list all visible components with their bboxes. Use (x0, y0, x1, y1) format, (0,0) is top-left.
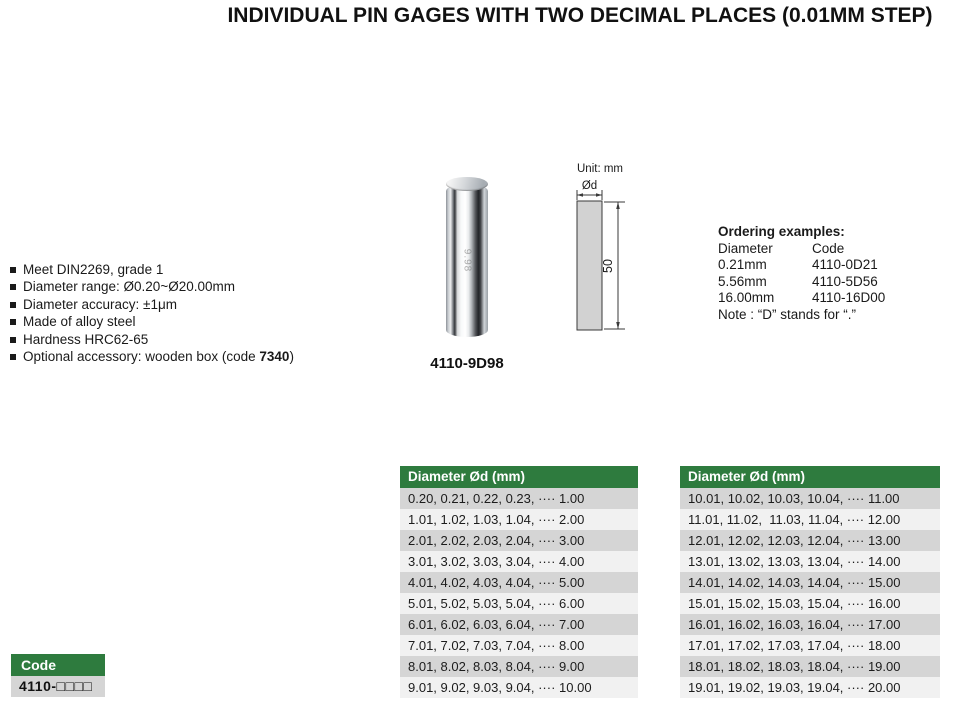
code-pattern: 4110-□□□□ (11, 676, 105, 697)
table-row: 19.01, 19.02, 19.03, 19.04, ···· 20.00 (680, 677, 940, 698)
table-row: 1.01, 1.02, 1.03, 1.04, ···· 2.00 (400, 509, 638, 530)
table-row: 2.01, 2.02, 2.03, 2.04, ···· 3.00 (400, 530, 638, 551)
feature-item-optional-accessory (10, 348, 294, 365)
ordering-examples (718, 224, 885, 324)
ordering-title: Ordering examples: (718, 224, 845, 239)
table-row: 6.01, 6.02, 6.03, 6.04, ···· 7.00 (400, 614, 638, 635)
feature-text: Meet DIN2269, grade 1 (23, 262, 164, 277)
feature-item (10, 278, 294, 295)
table-row: 14.01, 14.02, 14.03, 14.04, ···· 15.00 (680, 572, 940, 593)
feature-item (10, 313, 294, 330)
feature-text: Optional accessory: wooden box (code (23, 349, 260, 365)
code-table-header: Code (11, 654, 105, 676)
diameter-dim-label: Ød (581, 180, 598, 192)
feature-text: Hardness HRC62-65 (23, 331, 149, 347)
bullet-square-icon (10, 284, 16, 290)
table-row: 15.01, 15.02, 15.03, 15.04, ···· 16.00 (680, 593, 940, 614)
ordering-col-diameter: Diameter (718, 240, 773, 256)
feature-text: Diameter range: Ø0.20~Ø20.00mm (23, 279, 235, 295)
table-row: 9.01, 9.02, 9.03, 9.04, ···· 10.00 (400, 677, 638, 698)
table-row: 11.01, 11.02, 11.03, 11.04, ···· 12.00 (680, 509, 940, 530)
ordering-code: 4110-5D56 (812, 273, 878, 289)
feature-item (10, 261, 294, 278)
pin-top-face (446, 177, 488, 191)
feature-item (10, 296, 294, 313)
table-row: 17.01, 17.02, 17.03, 17.04, ···· 18.00 (680, 635, 940, 656)
table-row: 18.01, 18.02, 18.03, 18.04, ···· 19.00 (680, 656, 940, 677)
table-row: 7.01, 7.02, 7.03, 7.04, ···· 8.00 (400, 635, 638, 656)
dimension-drawing (565, 158, 640, 338)
unit-label: Unit: mm (577, 163, 623, 175)
feature-item (10, 331, 294, 348)
ordering-diameter: 5.56mm (718, 273, 767, 289)
length-dim-label: 50 (601, 259, 615, 273)
arrow-left-icon (577, 193, 583, 197)
arrow-up-icon (616, 202, 620, 209)
ordering-row (718, 257, 885, 274)
table-row: 8.01, 8.02, 8.03, 8.04, ···· 9.00 (400, 656, 638, 677)
ordering-diameter: 0.21mm (718, 257, 767, 273)
table-row: 12.01, 12.02, 12.03, 12.04, ···· 13.00 (680, 530, 940, 551)
pin-gage-photo (446, 177, 488, 337)
ordering-note: Note : “D” stands for “.” (718, 306, 857, 322)
accessory-code: 7340 (259, 349, 290, 365)
page-title: INDIVIDUAL PIN GAGES WITH TWO DECIMAL PLACES (0.01MM STEP) (227, 4, 933, 27)
table-header: Diameter Ød (mm) (680, 466, 940, 488)
diameter-table-right (680, 466, 940, 698)
feature-text: Diameter accuracy: ±1μm (23, 296, 177, 312)
ordering-row (718, 274, 885, 291)
pin-drawing-rect (577, 201, 602, 330)
feature-list (10, 261, 294, 365)
arrow-down-icon (616, 322, 620, 329)
table-row: 4.01, 4.02, 4.03, 4.04, ···· 5.00 (400, 572, 638, 593)
bullet-square-icon (10, 302, 16, 308)
pin-engraved-size: 9.98 (461, 248, 473, 273)
bullet-square-icon (10, 354, 16, 360)
ordering-col-code: Code (812, 240, 845, 256)
feature-text: ) (289, 349, 294, 365)
table-row: 3.01, 3.02, 3.03, 3.04, ···· 4.00 (400, 551, 638, 572)
table-row: 10.01, 10.02, 10.03, 10.04, ···· 11.00 (680, 488, 940, 509)
table-row: 13.01, 13.02, 13.03, 13.04, ···· 14.00 (680, 551, 940, 572)
ordering-row (718, 290, 885, 307)
table-header: Diameter Ød (mm) (400, 466, 638, 488)
ordering-header-row (718, 241, 885, 258)
ordering-code: 4110-0D21 (812, 257, 878, 273)
feature-text: Made of alloy steel (23, 314, 136, 330)
bullet-square-icon (10, 337, 16, 343)
diameter-table-left (400, 466, 638, 698)
bullet-square-icon (10, 319, 16, 325)
ordering-code: 4110-16D00 (812, 290, 886, 306)
table-row: 16.01, 16.02, 16.03, 16.04, ···· 17.00 (680, 614, 940, 635)
bullet-square-icon (10, 267, 16, 273)
code-table (11, 654, 105, 697)
table-row: 5.01, 5.02, 5.03, 5.04, ···· 6.00 (400, 593, 638, 614)
product-code-caption: 4110-9D98 (430, 355, 504, 372)
ordering-diameter: 16.00mm (718, 290, 775, 306)
table-row: 0.20, 0.21, 0.22, 0.23, ···· 1.00 (400, 488, 638, 509)
arrow-right-icon (596, 193, 602, 197)
